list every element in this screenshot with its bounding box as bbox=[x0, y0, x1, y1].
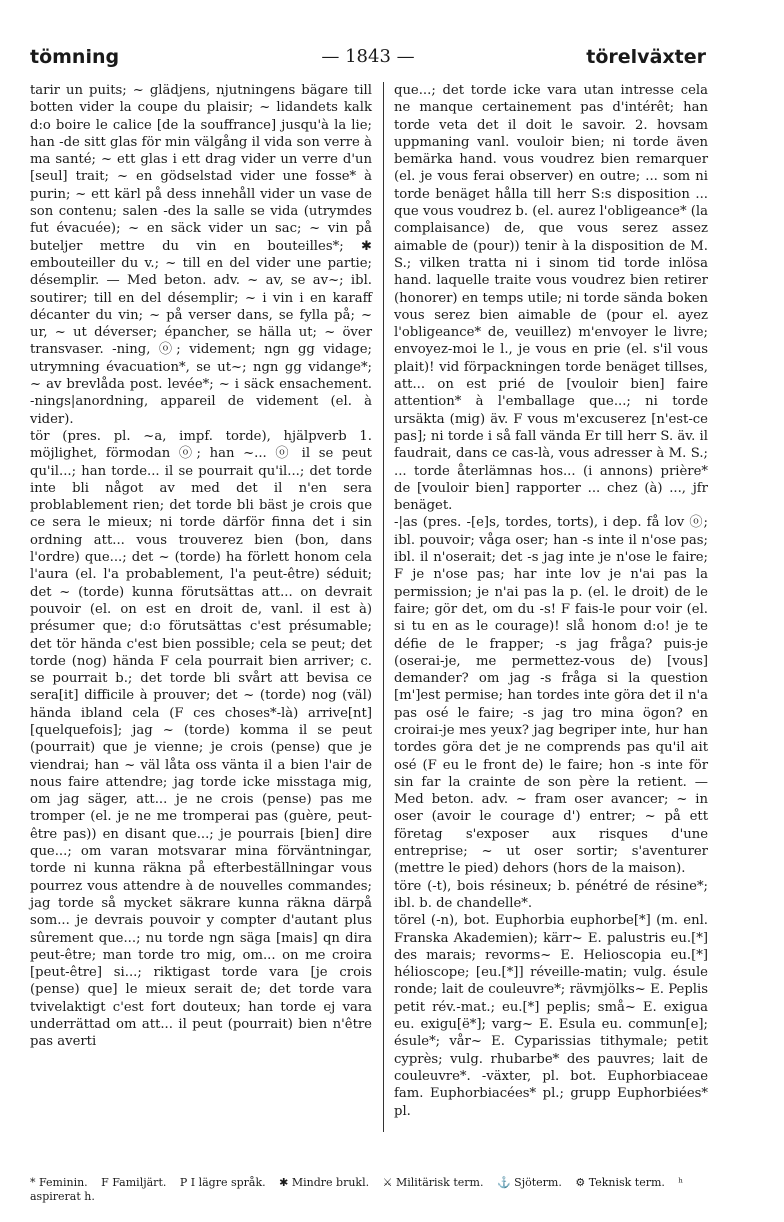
legend-familjart: F Familjärt. bbox=[101, 1176, 167, 1189]
legend-aspirerat: ʰ aspirerat h. bbox=[30, 1176, 684, 1203]
entry-toras: -|as (pres. -[e]s, tordes, torts), i dep. få lov ⓞ; ibl. pouvoir; våga oser; han -s inte il n'ose pas; ibl. il n'oserait; det -s jag inte je n'ose le faire; F je n'ose pas; har inte lov je n'ai pas la permission; je n'ai pas la p. (el. le droit) de le faire; gör det, om du -s! F fais-le pour voir (el. si tu en as le courage)! slå honom d:o! je te défie de le frapper; -s jag fråga? puis-je (oserai-je, me permettez-vous de) [vous] demander? om jag -s fråga si la question [m']est permise; han tordes inte göra det il n'a pas osé le faire; -s jag tro mina ögon? en croirai-je mes yeux? jag begriper inte, hur han tordes göra det je ne comprends pas qu'il ait osé (F eu le front de) le faire; hon -s inte för sin far la crainte de son père la retient. — Med beton. adv. ~ fram oser avancer; ~ in oser (avoir le courage d') entrer; ~ på ett företag s'exposer aux risques d'une entreprise; ~ ut oser sortir; s'aventurer (mettre le pied) dehors (hors de la maison). bbox=[394, 515, 708, 877]
legend-militarisk: ⚔ Militärisk term. bbox=[382, 1176, 484, 1189]
entry-tor-continued: que...; det torde icke vara utan intresse cela ne manque certainement pas d'intérêt; han torde veta det il doit le savoir. 2. hovsam uppmaning vanl. vouloir bien; ni torde även bemärka hand. vous voudrez bien remarquer (el. je vous ferai observer) en outre; ... som ni torde benäget hålla till herr S:s disposition ... que vous voudrez b. (el. aurez l'obligeance* (la complaisance) de, que vous serez assez aimable de (pour)) tenir à la disposition de M. S.; vilken tratta ni i sinom tid torde inlösa hand. laquelle traite vous voudrez bien retirer (honorer) en temps utile; ni torde sända boken vous serez bien aimable de (pour el. ayez l'obligeance* de, veuillez) m'envoyer le livre; envoyez-moi le l., je vous en prie (el. s'il vous plait)! vid förpackningen torde benäget tillses, att... on est prié de [vouloir bien] faire attention* à l'emballage que...; ni torde ursäkta (mig) äv. F vous m'excuserez [n'est-ce pas]; ni torde i så fall vända Er till herr S. äv. il faudrait, dans ce cas-là, vous adresser à M. S.; ... torde återlämnas hos... (i annons) prière* de [vouloir bien] rapporter ... chez (à) ..., jfr benäget. bbox=[394, 83, 708, 514]
legend-lagre-sprak: P I lägre språk. bbox=[179, 1176, 266, 1189]
right-column bbox=[394, 82, 708, 1120]
right-running-head: törelväxter bbox=[586, 46, 706, 68]
entry-tore: töre (-t), bois résineux; b. pénétré de résine*; ibl. b. de chandelle*. bbox=[394, 878, 708, 911]
entry-torel: törel (-n), bot. Euphorbia euphorbe[*] (m. enl. Franska Akademien); kärr~ E. palustris eu.[*] des marais; revorms~ E. Helioscopia eu.[*] hélioscope; [eu.[*]] réveille-matin; vulg. ésule ronde; lait de couleuvre*; rävmjölks~ E. Peplis petit rév.-mat.; eu.[*] peplis; små~ E. exigua eu. exigu[ë*]; varg~ E. Esula eu. commun[e]; ésule*; vår~ E. Cyparissias tithymale; petit cyprès; vulg. rhubarbe* des pauvres; lait de couleuvre*. -växter, pl. bot. Euphorbiaceae fam. Euphorbiacées* pl.; grupp Euphorbiées* pl. bbox=[394, 913, 708, 1119]
column-divider bbox=[383, 82, 384, 1132]
legend-teknisk: ⚙ Teknisk term. bbox=[575, 1176, 665, 1189]
legend-feminin: * Feminin. bbox=[30, 1176, 88, 1189]
legend-mindre-brukl: ✱ Mindre brukl. bbox=[279, 1176, 370, 1189]
page-number: — 1843 — bbox=[321, 46, 415, 67]
page-header bbox=[30, 46, 706, 76]
left-running-head: tömning bbox=[30, 46, 120, 68]
left-column bbox=[30, 82, 372, 1051]
legend-sjoterm: ⚓ Sjöterm. bbox=[496, 1176, 562, 1189]
abbreviation-legend bbox=[30, 1176, 706, 1204]
entry-tomning: tarir un puits; ~ glädjens, njutningens bägare till botten vider la coupe du plaisir; ~ lidandets kalk d:o boire le calice [de la souffrance] jusqu'à la lie; han -de sitt glas för min välgång il vida son verre à ma santé; ~ ett glas i ett drag vider un verre d'un [seul] trait; ~ en gödselstad vider une fosse* à purin; ~ ett kärl på dess innehåll vider un vase de son contenu; salen -des la salle se vida (utrymdes fut évacuée); ~ en säck vider un sac; ~ vin på buteljer mettre du vin en bouteilles*; ✱ embouteiller du v.; ~ till en del vider une partie; désemplir. — Med beton. adv. ~ av, se av~; ibl. soutirer; till en del désemplir; ~ i vin i en karaff décanter du vin; ~ på verser dans, se fylla på; ~ ur, ~ ut déverser; épancher, se hälla ut; ~ över transvaser. -ning, ⓞ; videment; ngn gg vidage; utrymning évacuation*, se ut~; ngn gg vidange*; ~ av brevlåda post. levée*; ~ i säck ensachement. -nings|anordning, appareil de videment (el. à vider). bbox=[30, 83, 372, 427]
entry-tor: tör (pres. pl. ~a, impf. torde), hjälpverb 1. möjlighet, förmodan ⓞ; han ~... ⓞ il se peut qu'il...; han torde... il se pourrait qu'il...; det torde inte bli något av med det il n'en sera problablement rien; det torde bli bäst je crois que ce sera le mieux; ni torde därför finna det i sin ordning att... vous trouverez bien (bon, dans l'ordre) que...; det ~ (torde) ha förlett honom cela l'aura (el. l'a probablement, l'a peut-être) séduit; det ~ (torde) kunna förutsättas att... on devrait pouvoir (el. on est en droit de, vanl. il est à) présumer que; d:o förutsättas c'est présumable; det tör hända c'est bien possible; cela se peut; det torde (nog) hända F cela pourrait bien arriver; c. se pourrait b.; det torde bli svårt att bevisa ce sera[it] difficile à prouver; det ~ (torde) nog (väl) hända ibland cela (F ces choses*-là) arrive[nt] [quelquefois]; jag ~ (torde) komma il se peut (pourrait) que je vienne; je crois (pense) que je viendrai; han ~ väl låta oss vänta il a bien l'air de nous faire attendre; jag torde icke misstaga mig, om jag säger, att... je ne crois (pense) pas me tromper (el. je ne me tromperai pas (guère, peut-être pas)) en disant que...; je pourrais [bien] dire que...; om varan motsvarar mina förväntningar, torde ni kunna räkna på efterbeställningar vous pourrez vous attendre à de nouvelles commandes; jag torde så mycket säkrare kunna räkna därpå som... je devrais pouvoir y compter d'autant plus sûrement que...; nu torde ngn säga [mais] qn dira peut-être; man torde tro mig, om... on me croira [peut-être] si...; riktigast torde vara [je crois (pense) que] le mieux serait de; det torde vara tvivelaktigt c'est fort douteux; han torde ej vara underrättad om att... il peut (pourrait) bien n'être pas averti bbox=[30, 428, 372, 1050]
